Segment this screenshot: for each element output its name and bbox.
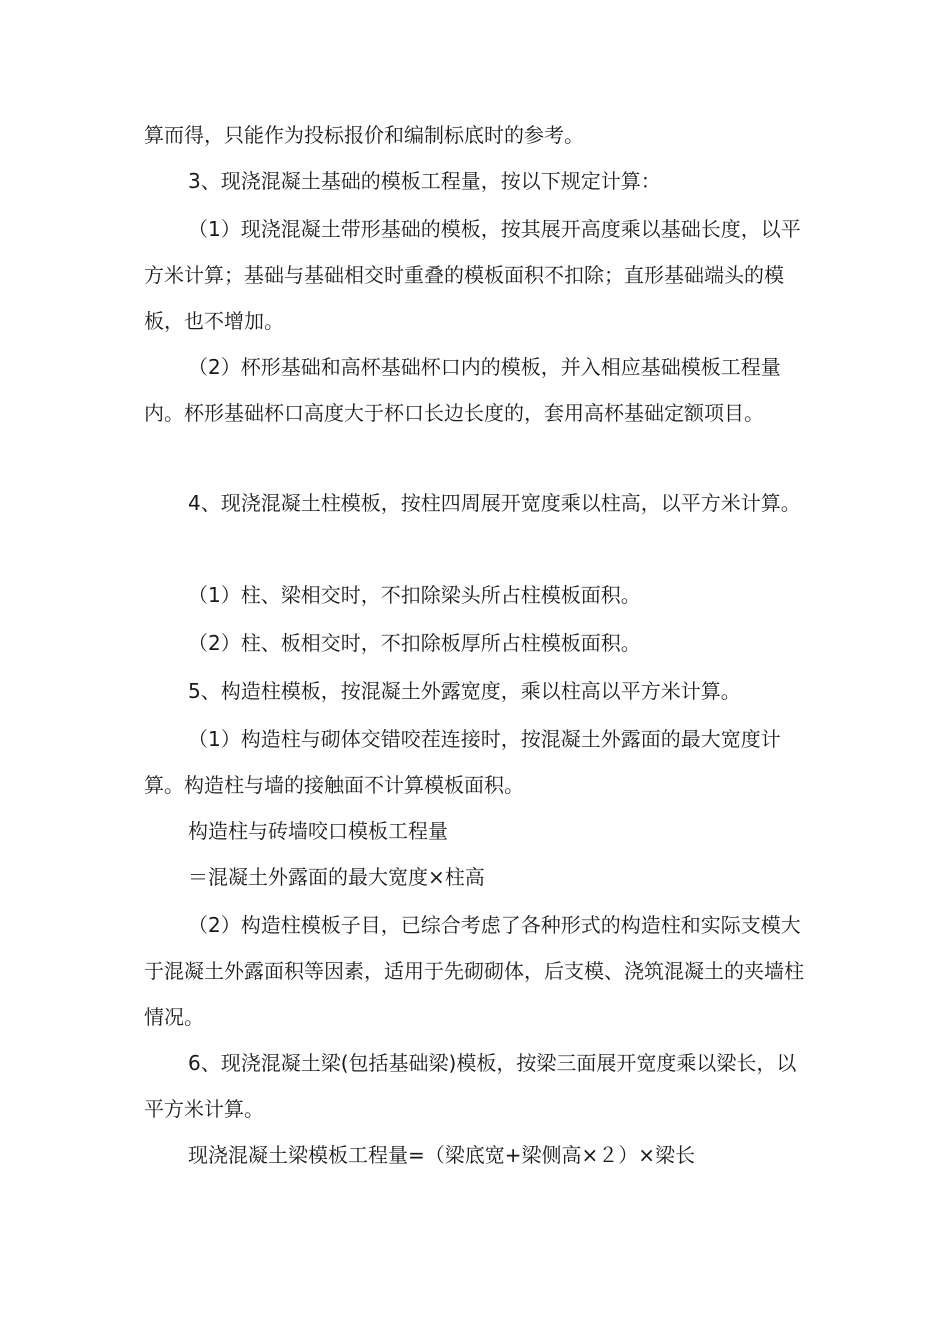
paragraph-item-5: 5、构造柱模板，按混凝土外露宽度，乘以柱高以平方米计算。 — [188, 679, 741, 703]
paragraph-item-5-2: （2）构造柱模板子目，已综合考虑了各种形式的构造柱和实际支模大于混凝土外露面积等因素，适用于先砌砌体，后支模、浇筑混凝土的夹墙柱情况。 — [144, 913, 804, 1029]
formula-expression: ＝混凝土外露面的最大宽度×柱高 — [188, 865, 485, 889]
formula-label: 构造柱与砖墙咬口模板工程量 — [188, 819, 448, 843]
paragraph-item-6: 6、现浇混凝土梁(包括基础梁)模板，按梁三面展开宽度乘以梁长，以平方米计算。 — [144, 1051, 797, 1121]
paragraph-item-4-2: （2）柱、板相交时，不扣除板厚所占柱模板面积。 — [188, 631, 641, 655]
paragraph-item-5-1: （1）构造柱与砌体交错咬茬连接时，按混凝土外露面的最大宽度计算。构造柱与墙的接触面不计算模板面积。 — [144, 727, 781, 797]
paragraph-item-4: 4、现浇混凝土柱模板，按柱四周展开宽度乘以柱高，以平方米计算。 — [188, 491, 801, 515]
paragraph-item-3-1: （1）现浇混凝土带形基础的模板，按其展开高度乘以基础长度，以平方米计算；基础与基础相交时重叠的模板面积不扣除；直形基础端头的模板，也不增加。 — [144, 217, 801, 333]
beam-formula: 现浇混凝土梁模板工程量=（梁底宽+梁侧高×２）×梁长 — [188, 1143, 696, 1167]
paragraph-item-3-2: （2）杯形基础和高杯基础杯口内的模板，并入相应基础模板工程量内。杯形基础杯口高度大于杯口长边长度的，套用高杯基础定额项目。 — [144, 355, 781, 425]
paragraph-item-3: 3、现浇混凝土基础的模板工程量，按以下规定计算： — [188, 169, 661, 193]
paragraph-item-4-1: （1）柱、梁相交时，不扣除梁头所占柱模板面积。 — [188, 583, 641, 607]
paragraph-continuation: 算而得，只能作为投标报价和编制标底时的参考。 — [144, 123, 584, 147]
